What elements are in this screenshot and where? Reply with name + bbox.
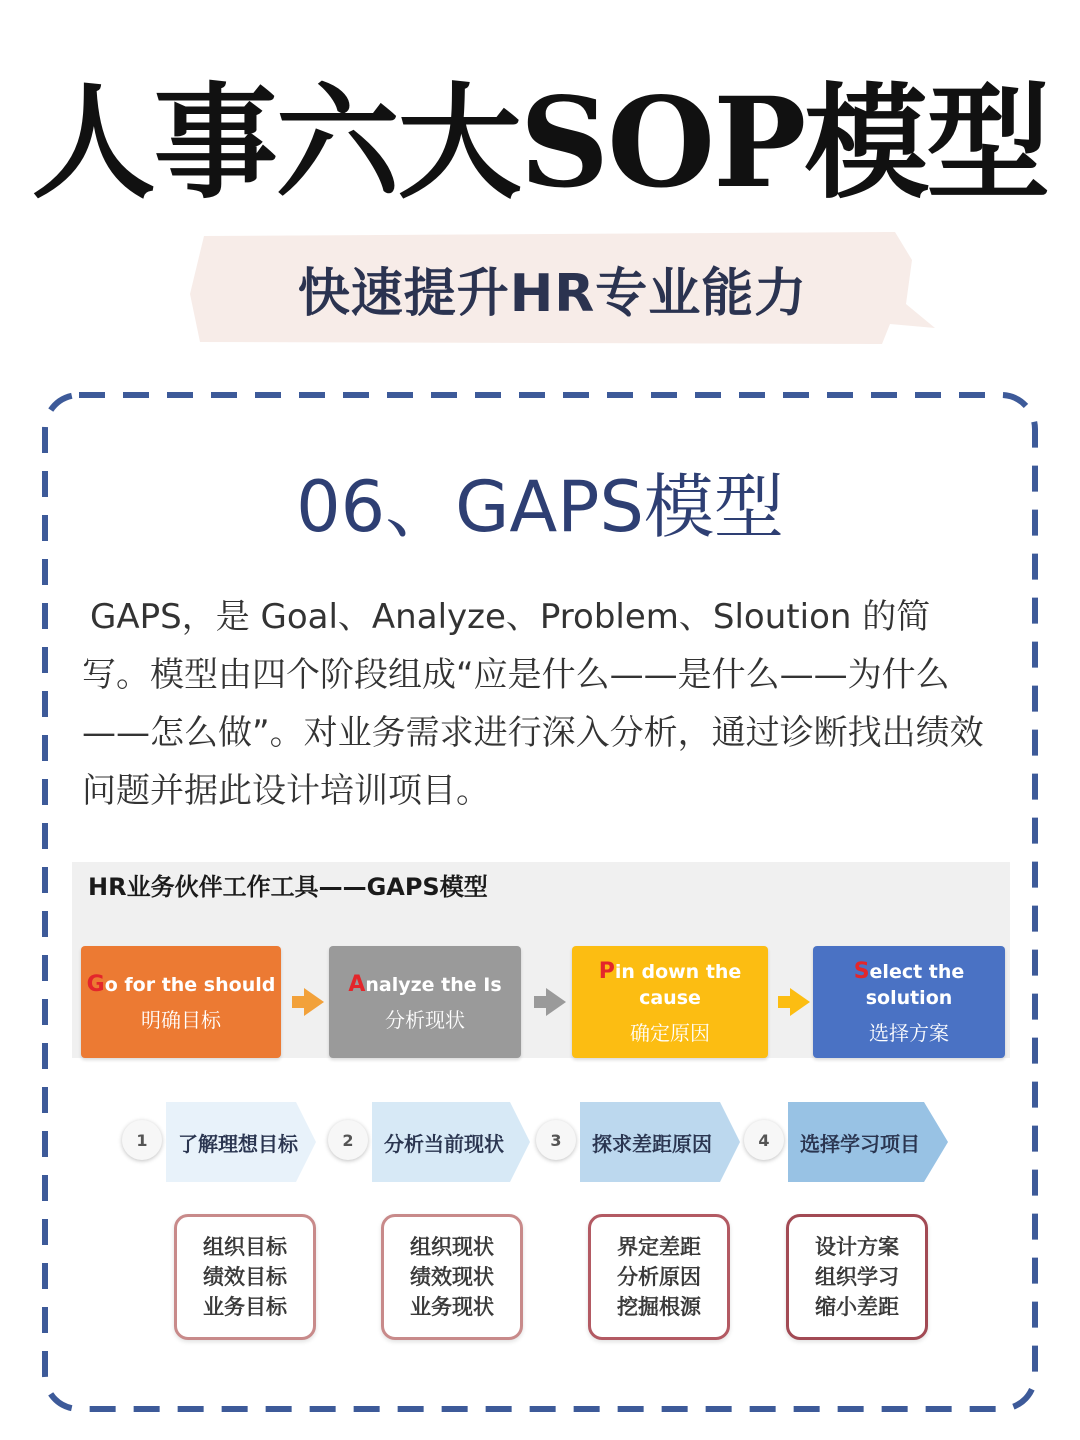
box-line: 绩效目标	[203, 1265, 287, 1289]
arrow-right-icon	[790, 988, 810, 1016]
arrow-right-icon	[304, 988, 324, 1016]
phase-analyze-en: Analyze the Is	[348, 971, 502, 997]
box-line: 界定差距	[617, 1235, 701, 1259]
subtitle-banner	[190, 232, 915, 344]
box-line: 组织目标	[203, 1235, 287, 1259]
box-line: 组织学习	[815, 1265, 899, 1289]
figure-title: HR业务伙伴工作工具——GAPS模型	[88, 873, 488, 901]
phase-goal-cn: 明确目标	[141, 1007, 221, 1032]
step-label: 选择学习项目	[788, 1102, 948, 1182]
phase-pin-down	[572, 946, 768, 1058]
arrow-right-icon	[546, 988, 566, 1016]
arrow-shaft	[292, 996, 306, 1008]
section-description: GAPS，是 Goal、Analyze、Problem、Sloution 的简写。模型由四个阶段组成“应是什么——是什么——为什么——怎么做”。对业务需求进行深入分析，通过诊断找出绩效问题并据此设计培训项目。	[82, 597, 984, 811]
gaps-figure	[72, 862, 1010, 1058]
step-number: 3	[536, 1120, 576, 1160]
detail-box-solution	[786, 1214, 928, 1340]
detail-box-analyze	[381, 1214, 523, 1340]
detail-box-cause	[588, 1214, 730, 1340]
box-line: 业务目标	[203, 1295, 287, 1319]
section-title: 06、GAPS模型	[296, 466, 784, 548]
box-line: 分析原因	[617, 1265, 701, 1289]
step-label: 分析当前现状	[372, 1102, 530, 1182]
step-number: 4	[744, 1120, 784, 1160]
box-line: 设计方案	[815, 1235, 899, 1259]
step-label: 探求差距原因	[580, 1102, 740, 1182]
detail-box-goal	[174, 1214, 316, 1340]
phase-analyze-cn: 分析现状	[385, 1007, 465, 1032]
phase-select	[813, 946, 1005, 1058]
phase-analyze	[329, 946, 521, 1058]
box-line: 业务现状	[410, 1295, 494, 1319]
step-number: 1	[122, 1120, 162, 1160]
step-number: 2	[328, 1120, 368, 1160]
subtitle: 快速提升HR专业能力	[297, 263, 808, 324]
arrow-shaft	[778, 996, 792, 1008]
step-label: 了解理想目标	[166, 1102, 316, 1182]
phase-goal-en: Go for the should	[86, 971, 276, 997]
steps-row	[110, 1102, 950, 1186]
box-line: 挖掘根源	[617, 1295, 701, 1319]
phase-select-en: Select the solution	[853, 958, 965, 1009]
box-line: 绩效现状	[410, 1265, 494, 1289]
page-title: 人事六大SOP模型	[31, 71, 1049, 216]
phase-pin-down-cn: 确定原因	[630, 1020, 710, 1045]
arrow-shaft	[534, 996, 548, 1008]
phase-select-cn: 选择方案	[869, 1020, 949, 1045]
box-line: 缩小差距	[815, 1295, 899, 1319]
box-line: 组织现状	[410, 1235, 494, 1259]
phase-pin-down-en: Pin down the cause	[598, 958, 742, 1009]
phase-goal	[81, 946, 281, 1058]
